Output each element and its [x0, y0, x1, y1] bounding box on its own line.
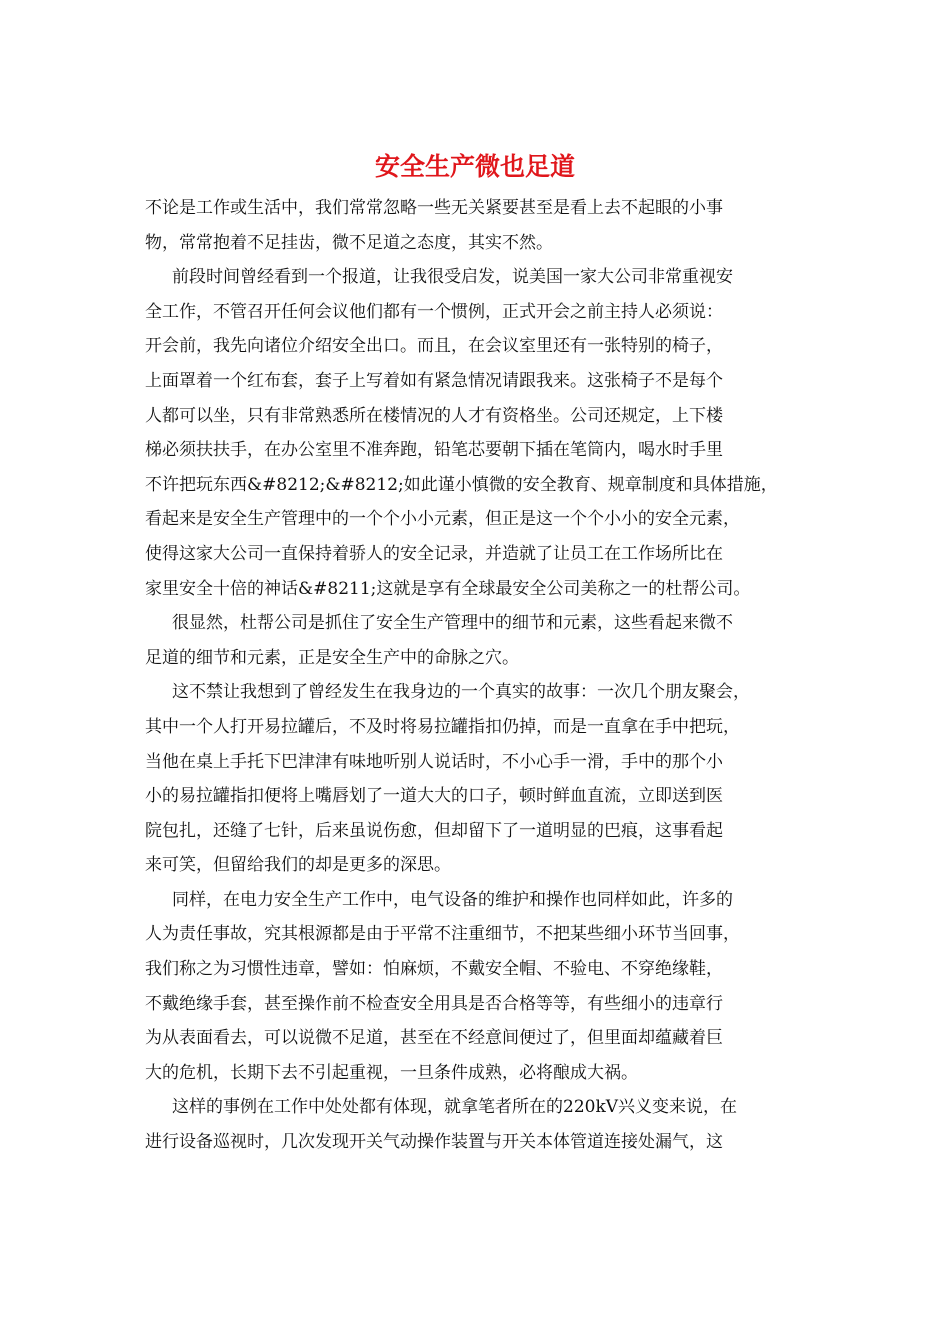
text-line: 梯必须扶扶手，在办公室里不准奔跑，铅笔芯要朝下插在笔筒内，喝水时手里 [145, 440, 723, 461]
text-line: 为从表面看去，可以说微不足道，甚至在不经意间便过了，但里面却蕴藏着巨 [145, 1028, 723, 1049]
text-line: 不戴绝缘手套，甚至操作前不检查安全用具是否合格等等，有些细小的违章行 [145, 993, 723, 1014]
text-line: 足道的细节和元素，正是安全生产中的命脉之穴。 [145, 647, 519, 668]
document-body [145, 191, 810, 1160]
text-line: 我们称之为习惯性违章，譬如：怕麻烦，不戴安全帽、不验电、不穿绝缘鞋， [145, 959, 723, 980]
text-line: 这样的事例在工作中处处都有体现，就拿笔者所在的220kV兴义变来说，在 [172, 1097, 738, 1118]
document-title: 安全生产微也足道 [374, 152, 575, 181]
text-line: 人为责任事故，究其根源都是由于平常不注重细节，不把某些细小环节当回事， [145, 924, 740, 945]
text-line: 其中一个人打开易拉罐后，不及时将易拉罐指扣仍掉，而是一直拿在手中把玩， [145, 716, 740, 737]
text-line: 大的危机，长期下去不引起重视，一旦条件成熟，必将酿成大祸。 [145, 1062, 638, 1083]
text-line: 全工作，不管召开任何会议他们都有一个惯例，正式开会之前主持人必须说： [145, 301, 723, 322]
text-line: 物，常常抱着不足挂齿，微不足道之态度，其实不然。 [145, 232, 553, 253]
text-line: 使得这家大公司一直保持着骄人的安全记录，并造就了让员工在工作场所比在 [145, 543, 723, 564]
text-line: 人都可以坐，只有非常熟悉所在楼情况的人才有资格坐。公司还规定，上下楼 [145, 405, 723, 426]
text-line: 家里安全十倍的神话&#8211;这就是享有全球最安全公司美称之一的杜帮公司。 [145, 578, 751, 599]
text-line: 开会前，我先向诸位介绍安全出口。而且，在会议室里还有一张特别的椅子， [145, 336, 723, 357]
text-line: 不许把玩东西&#8212;&#8212;如此谨小慎微的安全教育、规章制度和具体措施， [145, 474, 778, 495]
text-line: 院包扎，还缝了七针，后来虽说伤愈，但却留下了一道明显的巴痕，这事看起 [145, 820, 723, 841]
text-line: 同样，在电力安全生产工作中，电气设备的维护和操作也同样如此，许多的 [172, 889, 733, 910]
text-line: 来可笑，但留给我们的却是更多的深思。 [145, 855, 451, 876]
text-line: 不论是工作或生活中，我们常常忽略一些无关紧要甚至是看上去不起眼的小事 [145, 198, 723, 218]
text-line: 这不禁让我想到了曾经发生在我身边的一个真实的故事：一次几个朋友聚会， [172, 682, 750, 703]
text-line: 进行设备巡视时，几次发现开关气动操作装置与开关本体管道连接处漏气，这 [145, 1132, 723, 1153]
text-line: 前段时间曾经看到一个报道，让我很受启发，说美国一家大公司非常重视安 [172, 267, 733, 288]
text-line: 看起来是安全生产管理中的一个个小小元素，但正是这一个个小小的安全元素， [145, 509, 740, 530]
text-line: 很显然，杜帮公司是抓住了安全生产管理中的细节和元素，这些看起来微不 [172, 613, 733, 634]
text-line: 当他在桌上手托下巴津津有味地听别人说话时，不小心手一滑，手中的那个小 [145, 751, 723, 772]
text-line: 上面罩着一个红布套，套子上写着如有紧急情况请跟我来。这张椅子不是每个 [145, 370, 723, 391]
text-line: 小的易拉罐指扣便将上嘴唇划了一道大大的口子，顿时鲜血直流，立即送到医 [145, 786, 723, 807]
